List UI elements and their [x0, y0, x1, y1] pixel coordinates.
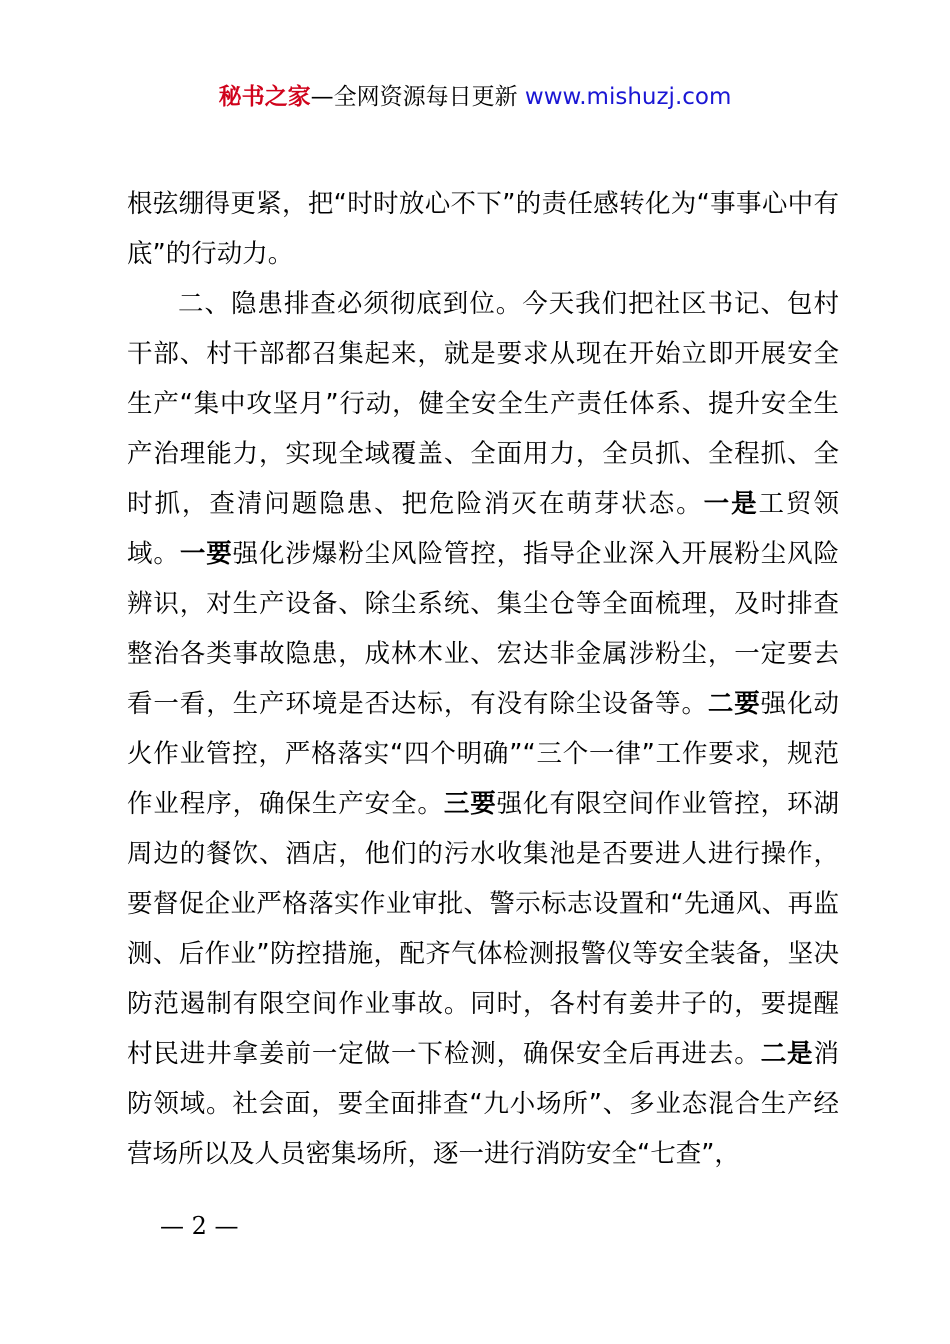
brand-name: 秘书之家	[218, 84, 311, 110]
paragraph-text: 消防领域。社会面，要全面排查“九小场所”、多业态混合生产经营场所以及人员密集场所，逐一进行消防安全“七查”，	[127, 1039, 839, 1169]
bold-marker: 二是	[760, 1039, 814, 1069]
document-body	[127, 179, 839, 1179]
header-tagline: —全网资源每日更新	[310, 84, 525, 110]
site-url-link[interactable]: www.mishuzj.com	[524, 84, 732, 110]
bold-marker: 三要	[443, 789, 497, 819]
paragraph-text: 工贸领域。	[127, 489, 839, 569]
site-header	[0, 82, 950, 112]
paragraph-text: 强化涉爆粉尘风险管控，指导企业深入开展粉尘风险辨识，对生产设备、除尘系统、集尘仓等全面梳理，及时排查整治各类事故隐患，成林木业、宏达非金属涉粉尘，一定要去看一看，生产环境是否达标，有没有除尘设备等。	[127, 539, 839, 719]
paragraph-text: 强化有限空间作业管控，环湖周边的餐饮、酒店，他们的污水收集池是否要进人进行操作，要督促企业严格落实作业审批、警示标志设置和“先通风、再监测、后作业”防控措施，配齐气体检测报警仪等安全装备，坚决防范遏制有限空间作业事故。同时，各村有姜井子的，要提醒村民进井拿姜前一定做一下检测，确保安全后再进去。	[127, 789, 839, 1069]
bold-marker: 二要	[707, 689, 761, 719]
paragraph-text: 强化动火作业管控，严格落实“四个明确”“三个一律”工作要求，规范作业程序，确保生产安全。	[127, 689, 839, 819]
page-number: — 2 —	[160, 1212, 239, 1240]
bold-marker: 一是	[703, 489, 759, 519]
paragraph-hazard-inspection	[127, 279, 839, 1179]
bold-marker: 一要	[179, 539, 233, 569]
paragraph-text: 二、隐患排查必须彻底到位。今天我们把社区书记、包村干部、村干部都召集起来，就是要求从现在开始立即开展安全生产“集中攻坚月”行动，健全安全生产责任体系、提升安全生产治理能力，实现全域覆盖、全面用力，全员抓、全程抓、全时抓，查清问题隐患、把危险消灭在萌芽状态。	[127, 289, 839, 519]
paragraph-continuation: 根弦绷得更紧，把“时时放心不下”的责任感转化为“事事心中有底”的行动力。	[127, 189, 839, 269]
